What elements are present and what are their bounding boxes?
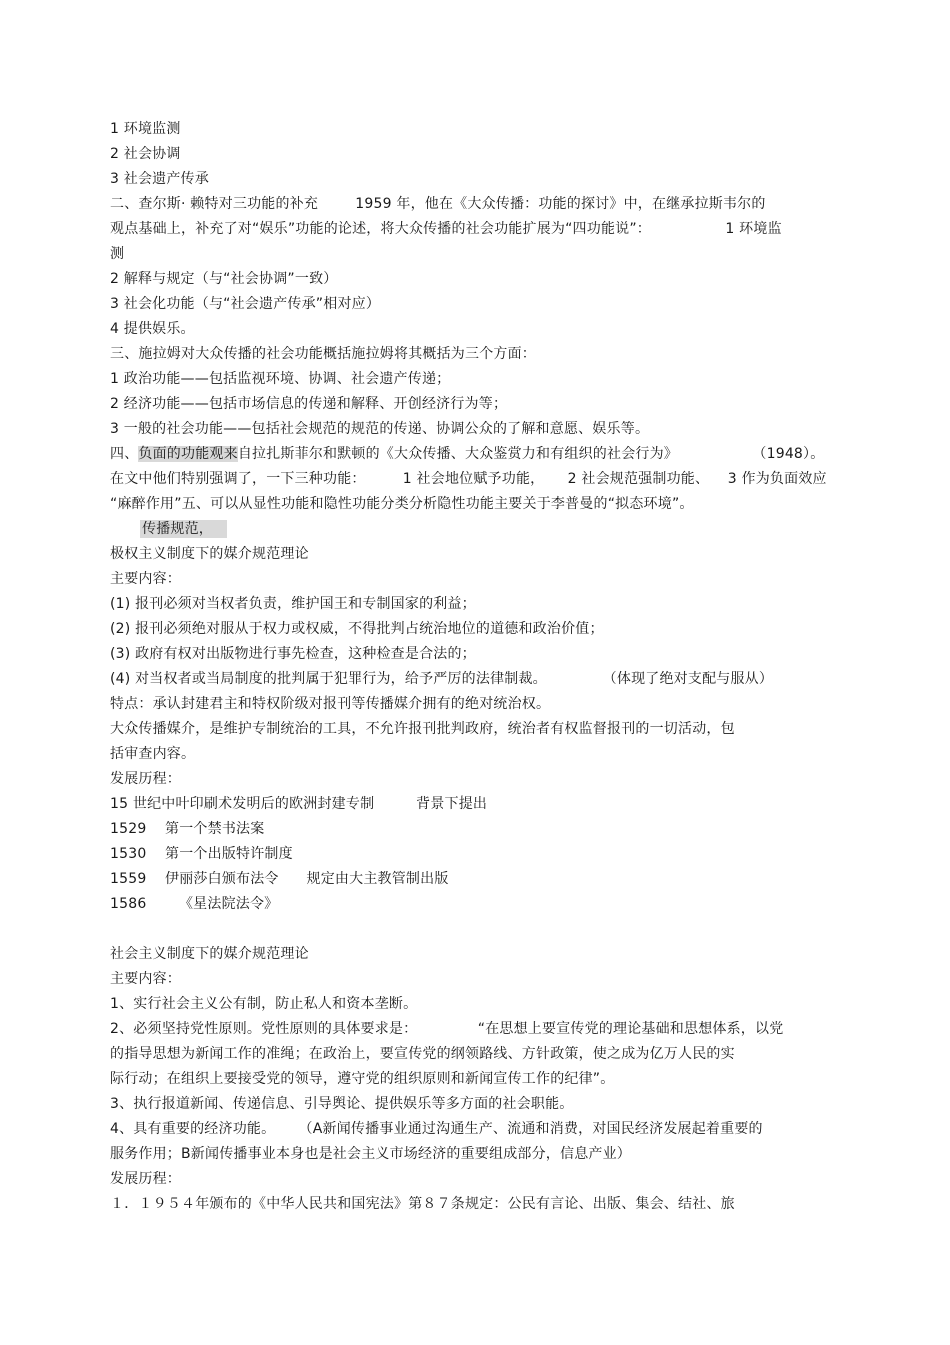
text-line: 大众传播媒介，是维护专制统治的工具，不允许报刊批判政府，统治者有权监督报刊的一切活动，包 [110, 721, 735, 737]
text-line: (2) 报刊必须绝对服从于权力或权威，不得批判占统治地位的道德和政治价值； [110, 621, 604, 637]
text-line: 1529 第一个禁书法案 [110, 821, 265, 837]
text-line: 1、实行社会主义公有制，防止私人和资本垄断。 [110, 996, 418, 1012]
subsection-title: 社会主义制度下的媒介规范理论 [110, 946, 309, 962]
section-heading-2: 二、查尔斯· 赖特对三功能的补充 1959 年，他在《大众传播：功能的探讨》中，在继承拉斯韦尔的 [110, 196, 766, 212]
text-segment: 四、 [110, 446, 139, 462]
text-line: 的指导思想为新闻工作的准绳；在政治上，要宣传党的纲领路线、方针政策，使之成为亿万人民的实 [110, 1046, 735, 1062]
text-line: 际行动；在组织上要接受党的领导，遵守党的组织原则和新闻宣传工作的纪律”。 [110, 1071, 615, 1087]
text-line: 3 一般的社会功能——包括社会规范的规范的传递、协调公众的了解和意愿、娱乐等。 [110, 421, 650, 437]
text-line: (4) 对当权者或当局制度的批判属于犯罪行为，给予严厉的法律制裁。 （体现了绝对支配与服从） [110, 671, 774, 687]
text-line: 1530 第一个出版特许制度 [110, 846, 293, 862]
section-heading-4 [110, 445, 824, 463]
text-line: 3 社会遗产传承 [110, 171, 209, 187]
text-line: 主要内容： [110, 571, 181, 587]
highlighted-heading [140, 520, 227, 538]
subsection-title: 极权主义制度下的媒介规范理论 [110, 546, 309, 562]
text-line: “麻醉作用”五、可以从显性功能和隐性功能分类分析隐性功能主要关于李普曼的“拟态环境”。 [110, 496, 694, 512]
text-line: 2、必须坚持党性原则。党性原则的具体要求是： “在思想上要宣传党的理论基础和思想体系，以党 [110, 1021, 784, 1037]
text-line: 4、具有重要的经济功能。 （A新闻传播事业通过沟通生产、流通和消费，对国民经济发展起着重要的 [110, 1121, 763, 1137]
text-line: 15 世纪中叶印刷术发明后的欧洲封建专制 背景下提出 [110, 796, 488, 812]
highlighted-text: 传播规范， [140, 520, 227, 538]
text-line: 2 解释与规定（与“社会协调”一致） [110, 271, 338, 287]
text-line: 2 经济功能——包括市场信息的传递和解释、开创经济行为等； [110, 396, 508, 412]
text-line: 在文中他们特别强调了，一下三种功能： 1 社会地位赋予功能， 2 社会规范强制功能、 3 作为负面效应 [110, 471, 827, 487]
text-line: 括审查内容。 [110, 746, 196, 762]
text-line: (3) 政府有权对出版物进行事先检查，这种检查是合法的； [110, 646, 476, 662]
text-line: 1 政治功能——包括监视环境、协调、社会遗产传递； [110, 371, 451, 387]
text-line: 3、执行报道新闻、传递信息、引导舆论、提供娱乐等多方面的社会职能。 [110, 1096, 574, 1112]
text-line: 1 环境监测 [110, 121, 181, 137]
text-line: 2 社会协调 [110, 146, 181, 162]
text-line: 测 [110, 246, 125, 262]
text-line: 特点：承认封建君主和特权阶级对报刊等传播媒介拥有的绝对统治权。 [110, 696, 551, 712]
text-line: 3 社会化功能（与“社会遗产传承”相对应） [110, 296, 381, 312]
section-heading-3: 三、施拉姆对大众传播的社会功能概括施拉姆将其概括为三个方面： [110, 346, 536, 362]
text-line: 1586 《星法院法令》 [110, 896, 279, 912]
text-line: 1559 伊丽莎白颁布法令 规定由大主教管制出版 [110, 871, 449, 887]
highlighted-text: 负面的功能观来 [138, 446, 238, 462]
text-line: 发展历程： [110, 1171, 181, 1187]
text-line: 发展历程： [110, 771, 181, 787]
text-line: 观点基础上，补充了对“娱乐”功能的论述，将大众传播的社会功能扩展为“四功能说”： 1 环境监 [110, 221, 782, 237]
text-line: 服务作用；B新闻传播事业本身也是社会主义市场经济的重要组成部分，信息产业） [110, 1146, 632, 1162]
text-line: １．１９５４年颁布的《中华人民共和国宪法》第８７条规定：公民有言论、出版、集会、结社、旅 [110, 1196, 735, 1212]
text-line: 主要内容： [110, 971, 181, 987]
text-line: (1) 报刊必须对当权者负责，维护国王和专制国家的利益； [110, 596, 476, 612]
text-segment: 自拉扎斯菲尔和默顿的《大众传播、大众鉴赏力和有组织的社会行为》 （1948）。 [237, 446, 825, 462]
text-line: 4 提供娱乐。 [110, 321, 195, 337]
